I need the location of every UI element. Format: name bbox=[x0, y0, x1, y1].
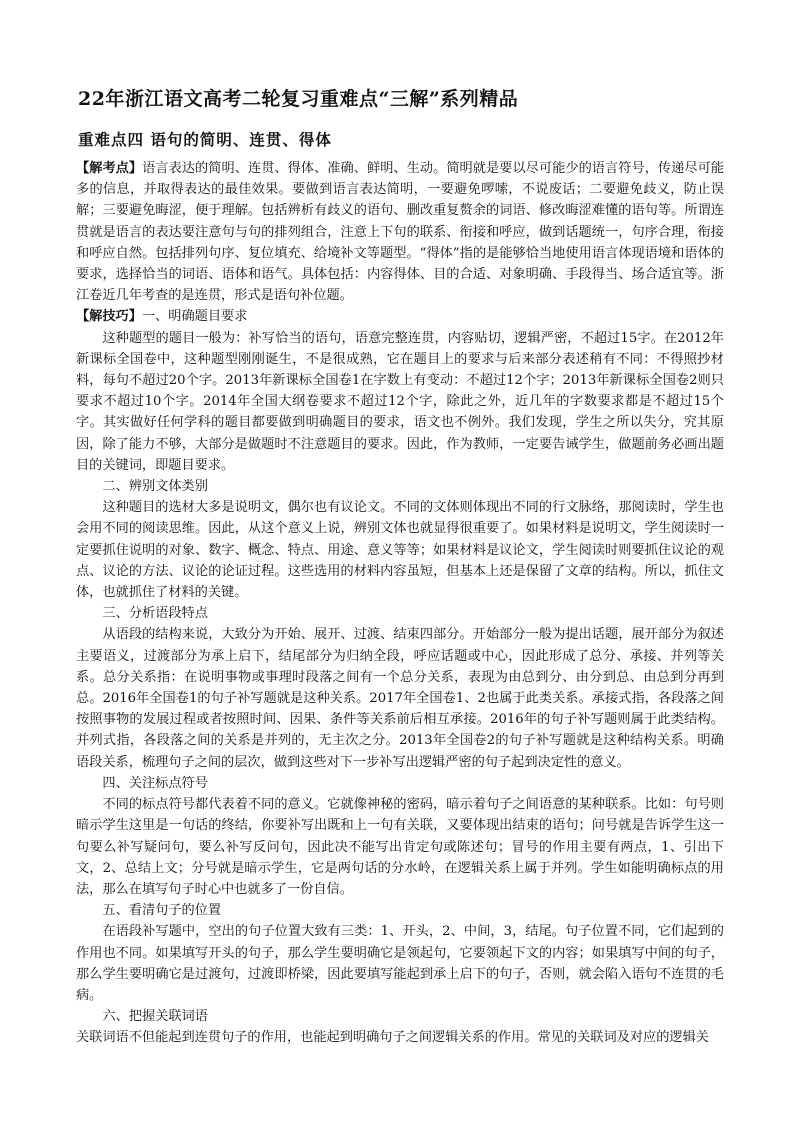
section-heading: 三、分析语段特点 bbox=[102, 606, 208, 622]
jiqiao-label: 【解技巧】 bbox=[76, 309, 142, 325]
kaodian-text: 语言表达的简明、连贯、得体、准确、鲜明、生动。简明就是要以尽可能少的语言符号，传递尽可能多的信息，并取得表达的最佳效果。要做到语言表达简明，一要避免啰嗦，不说废话；二要避免歧义，防止误解；三要避免晦涩，便于理解。包括辨析有歧义的语句、删改重复赘余的词语、修改晦涩难懂的语句等。所谓连贯就是语言的表达要注意句与句的排列组合，注意上下句的联系、衔接和呼应，做到话题统一，句序合理，衔接和呼应自然。包括排列句序、复位填充、给境补文等题型。“得体”指的是能够恰当地使用语言体现语境和语体的要求，选择恰当的词语、语体和语气。具体包括：内容得体、目的合适、对象明确、手段得当、场合适宜等。浙江卷近几年考查的是连贯，形式是语句补位题。 bbox=[76, 161, 725, 304]
body-paragraph: 这种题目的选材大多是说明文，偶尔也有议论文。不同的文体则体现出不同的行文脉络，那阅读时，学生也会用不同的阅读思维。因此，从这个意义上说，辨别文体也就显得很重要了。如果材料是说明文，学生阅读时一定要抓住说明的对象、数字、概念、特点、用途、意义等等；如果材料是议论文，学生阅读时则要抓住议论的观点、议论的方法、议论的论证过程。这些选用的材料内容虽短，但基本上还是保留了文章的结构。所以，抓住文体，也就抓住了材料的关键。 bbox=[76, 500, 724, 601]
body-paragraph: 不同的标点符号都代表着不同的意义。它就像神秘的密码，暗示着句子之间语意的某种联系。比如：句号则暗示学生这里是一句话的终结，你要补写出既和上一句有关联，又要体现出结束的语句；问号就是告诉学生这一句要么补写疑问句，要么补写反问句，因此决不能写出肯定句或陈述句；冒号的作用主要有两点，1、引出下文，2、总结上文；分号就是暗示学生，它是两句话的分水岭，在逻辑关系上属于并列。学生如能明确标点的用法，那么在填写句子时心中也就多了一份自信。 bbox=[76, 797, 724, 897]
body-paragraph: 这种题型的题目一般为：补写恰当的语句，语意完整连贯，内容贴切，逻辑严密，不超过15字。在2012年新课标全国卷中，这种题型刚刚诞生，不是很成熟，它在题目上的要求与后来部分表述稍有不同：不得照抄材料，每句不超过20个字。2013年新课标全国卷1在字数上有变动：不超过12个字；2013年新课标全国卷2则只要求不超过10个字。2014年全国大纲卷要求不超过12个字，除此之外，近几年的字数要求都是不超过15个字。其实做好任何学科的题目都要做到明确题目的要求，语文也不例外。我们发现，学生之所以失分，究其原因，除了能力不够，大部分是做题时不注意题目的要求。因此，作为教师，一定要告诫学生，做题前务必画出题目的关键词，即题目要求。 bbox=[76, 330, 724, 473]
jiqiao-paragraph bbox=[76, 306, 724, 327]
section-heading: 五、看清句子的位置 bbox=[102, 903, 222, 919]
paragraph-list bbox=[76, 328, 724, 1049]
kaodian-paragraph bbox=[76, 158, 724, 306]
kaodian-label: 【解考点】 bbox=[76, 161, 143, 176]
document-body bbox=[76, 158, 724, 1049]
section-subtitle: 重难点四 语句的简明、连贯、得体 bbox=[78, 130, 332, 149]
section-heading: 一、明确题目要求 bbox=[141, 309, 248, 325]
document-title: 22年浙江语文高考二轮复习重难点“三解”系列精品 bbox=[78, 88, 519, 110]
body-paragraph: 关联词语不但能起到连贯句子的作用，也能起到明确句子之间逻辑关系的作用。常见的关联词及对应的逻辑关 bbox=[76, 1030, 709, 1046]
body-paragraph: 在语段补写题中，空出的句子位置大致有三类：1、开头，2、中间，3，结尾。句子位置不同，它们起到的作用也不同。如果填写开头的句子，那么学生要明确它是领起句，它要领起下文的内容；如果填写中间的句子，那么学生要明确它是过渡句，过渡即桥梁，因此要填写能起到承上启下的句子，否则，就会陷入语句不连贯的毛病。 bbox=[76, 924, 724, 1003]
section-heading: 四、关注标点符号 bbox=[102, 775, 208, 791]
section-heading: 六、把握关联词语 bbox=[102, 1009, 208, 1025]
body-paragraph: 从语段的结构来说，大致分为开始、展开、过渡、结束四部分。开始部分一般为提出话题，展开部分为叙述主要语义，过渡部分为承上启下，结尾部分为归纳全段，呼应话题或中心，因此形成了总分、承接、并列等关系。总分关系指：在说明事物或事理时段落之间有一个总分关系，表现为由总到分、由分到总、由总到分再到总。2016年全国卷1的句子补写题就是这种关系。2017年全国卷1、2也属于此类关系。承接式指，各段落之间按照事物的发展过程或者按照时间、因果、条件等关系前后相互承接。2016年的句子补写题则属于此类结构。并列式指，各段落之间的关系是并列的，无主次之分。2013年全国卷2的句子补写题就是这种结构关系。明确语段关系，梳理句子之间的层次，做到这些对下一步补写出逻辑严密的句子起到决定性的意义。 bbox=[76, 627, 724, 770]
section-heading: 二、辨别文体类别 bbox=[102, 479, 208, 495]
